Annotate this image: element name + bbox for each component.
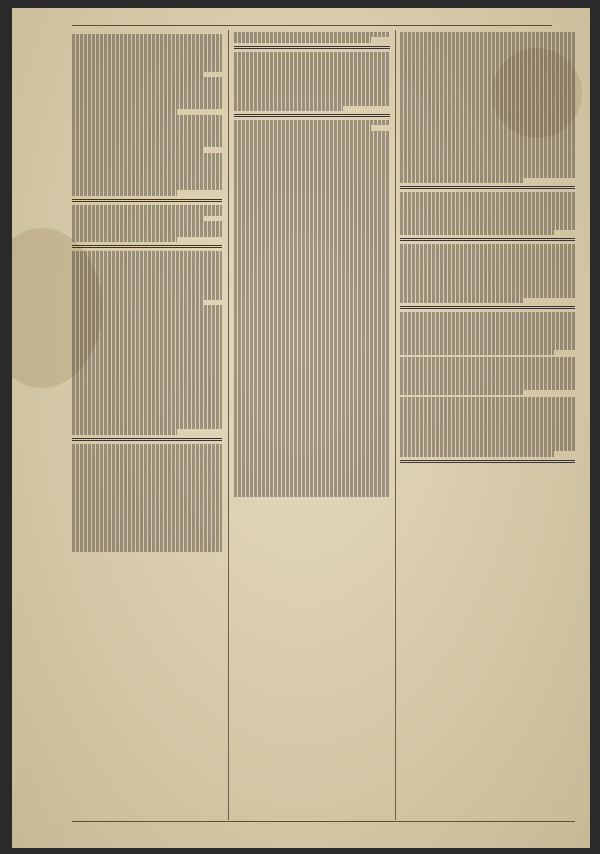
newspaper-page — [12, 8, 590, 848]
page-header — [72, 12, 552, 26]
footer-right — [400, 821, 575, 824]
footer-left — [72, 821, 402, 824]
column-rule — [395, 30, 396, 820]
column-rule — [228, 30, 229, 820]
column-right — [400, 32, 575, 812]
column-left — [72, 32, 222, 812]
column-middle — [234, 32, 390, 812]
